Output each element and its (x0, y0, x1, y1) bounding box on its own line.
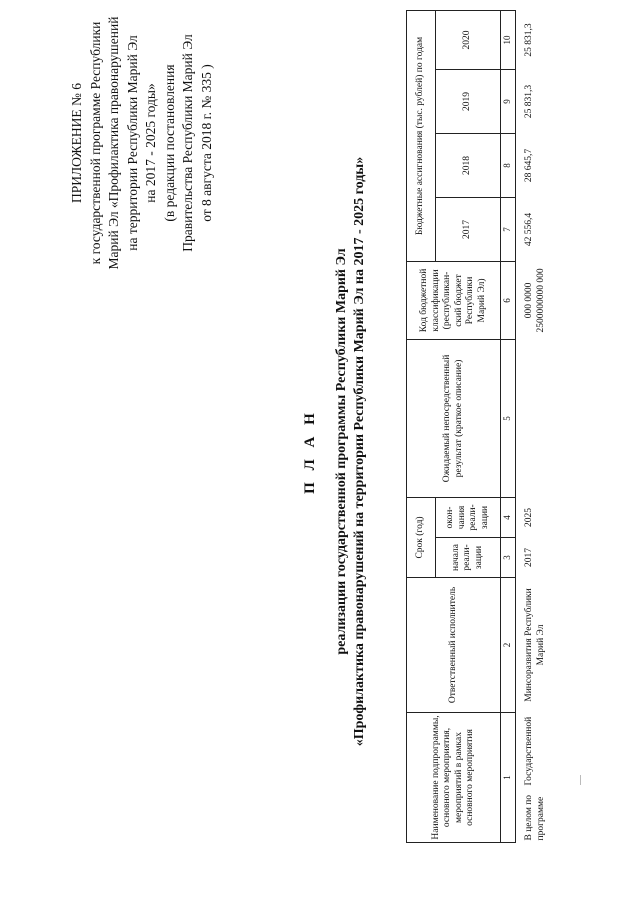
appendix-line: на 2017 - 2025 годы» (143, 83, 158, 203)
header-year-2019: 2019 (436, 69, 501, 133)
column-number: 1 (501, 712, 516, 842)
column-number: 9 (501, 69, 516, 133)
header-term-start: начала реали-зации (436, 537, 501, 577)
column-number: 7 (501, 197, 516, 261)
row-value-2019: 25 831,3 (524, 84, 534, 119)
header-term: Срок (год) (407, 497, 436, 577)
column-number: 8 (501, 133, 516, 197)
row-name-part-a: В целом по программе (524, 794, 546, 841)
row-value-2018: 28 645,7 (524, 148, 534, 183)
appendix-line: к государственной программе Республики (87, 21, 103, 265)
column-number: 3 (501, 537, 516, 577)
appendix-line: от 8 августа 2018 г. № 335 ) (198, 64, 214, 222)
header-budget: Бюджетные ассигнования (тыс. рублей) по годам (407, 10, 436, 261)
row-start: 2017 (524, 547, 534, 567)
column-number: 5 (501, 339, 516, 497)
column-number: 6 (501, 261, 516, 339)
column-number: 10 (501, 10, 516, 69)
header-executor: Ответственный исполнитель (407, 577, 501, 712)
subtitle-line-2: «Профилактика правонарушений на территории Республики Марий Эл на 2017 - 2025 годы» (352, 156, 367, 747)
appendix-line: на территории Республики Марий Эл (124, 35, 140, 251)
column-number: 2 (501, 577, 516, 712)
row-value-2017: 42 556,4 (524, 212, 534, 247)
plan-table (406, 10, 548, 843)
row-executor: Минсоразвития Республики Марий Эл (524, 588, 546, 702)
header-name: Наименование подпрограммы, основного мероприятия, мероприятий в рамках основного мероприятия (407, 712, 501, 842)
header-year-2020: 2020 (436, 10, 501, 69)
header-term-end: окон-чания реали-зации (436, 497, 501, 537)
row-value-2020: 25 831,3 (524, 23, 534, 57)
header-result: Ожидаемый непосредственный результат (краткое описание) (407, 339, 501, 497)
header-code: Код бюджетной классификации (республикан-ский бюджет Республики Марий Эл) (407, 261, 501, 339)
appendix-block (68, 13, 216, 273)
appendix-line: (в редакции постановления (161, 64, 177, 222)
appendix-line: ПРИЛОЖЕНИЕ № 6 (69, 82, 84, 204)
row-result (516, 339, 549, 497)
row-end: 2025 (524, 507, 534, 527)
header-row (407, 10, 436, 842)
page-title: П Л А Н (302, 409, 318, 494)
column-number: 4 (501, 497, 516, 537)
row-code: 000 0000 2500000000 000 (524, 268, 546, 333)
subtitle-line-1: реализации государственной программы Республики Марий Эл (334, 248, 349, 655)
column-number-row (501, 10, 516, 842)
scan-mark (580, 775, 581, 785)
header-year-2018: 2018 (436, 133, 501, 197)
header-year-2017: 2017 (436, 197, 501, 261)
table-row (516, 10, 549, 842)
row-name-part-b: Государственной (524, 716, 534, 786)
appendix-line: Правительства Республики Марий Эл (180, 34, 195, 252)
appendix-line: Марий Эл «Профилактика правонарушений (106, 16, 121, 270)
